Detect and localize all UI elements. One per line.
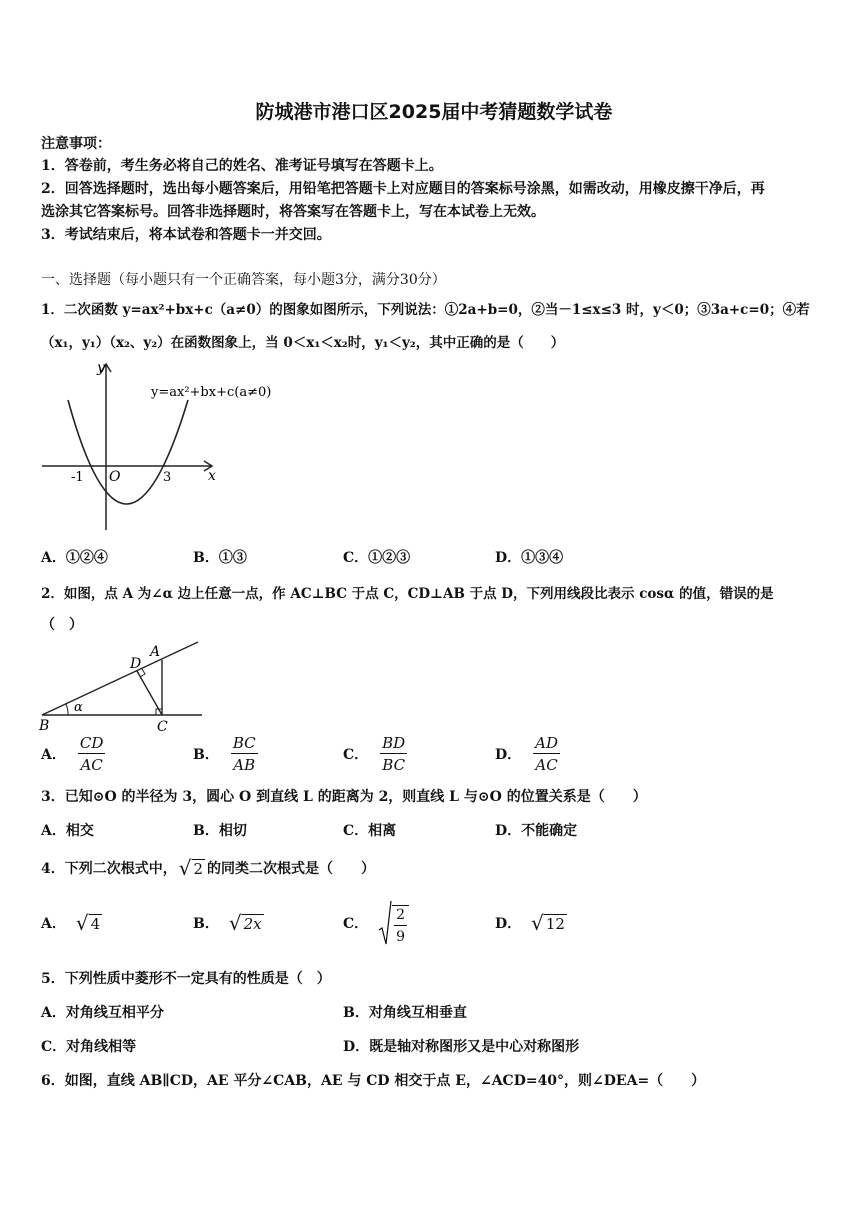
radicand-fraction — [392, 905, 409, 946]
q2-stem-line2: （ ） — [41, 617, 83, 633]
option-text: 对角线互相垂直 — [368, 1005, 467, 1021]
q4-option-b — [193, 912, 264, 933]
denominator: AC — [535, 756, 558, 774]
q1-option-d — [495, 547, 563, 567]
option-text: 对角线互相平分 — [65, 1005, 164, 1021]
q2-option-c — [343, 734, 407, 774]
radicand: 4 — [90, 915, 101, 933]
denominator: BC — [382, 756, 406, 774]
option-label: B． — [193, 915, 219, 932]
q1-stem-line2: （x₁，y₁）（x₂、y₂）在函数图象上，当 0＜x₁＜x₂时，y₁＜y₂，其中正确的是（ ） — [41, 335, 565, 351]
fraction — [78, 734, 106, 774]
q3-option-c — [343, 820, 396, 840]
option-label: B． — [193, 747, 219, 763]
q4-stem — [41, 857, 375, 878]
origin-label: O — [109, 469, 121, 485]
q4-option-c — [343, 900, 409, 946]
sqrt-expression: √ 4 — [75, 911, 101, 935]
y-axis-label: y — [97, 360, 105, 376]
segment-cd — [137, 671, 162, 715]
tick-label-neg1: -1 — [71, 470, 84, 485]
q1-parabola-figure — [40, 358, 280, 536]
option-label: D． — [495, 915, 522, 932]
q4-option-a — [41, 912, 102, 933]
option-label: C． — [343, 747, 369, 763]
parabola-curve — [68, 400, 188, 504]
option-label: D． — [495, 550, 522, 566]
radicand: 12 — [545, 915, 565, 933]
sqrt-expression: √ 12 — [531, 911, 565, 935]
radicand: 2 — [193, 860, 204, 878]
q4-sqrt: √ 2 — [178, 856, 204, 880]
q2-option-a — [41, 734, 105, 774]
option-label: A． — [41, 823, 66, 839]
q4-option-d — [495, 912, 567, 933]
option-label: C． — [41, 1039, 67, 1055]
option-label: B． — [193, 823, 219, 839]
notice-item-1: 1．答卷前，考生务必将自己的姓名、准考证号填写在答题卡上。 — [41, 158, 443, 174]
q1-stem-line1: 1．二次函数 y=ax²+bx+c（a≠0）的图象如图所示，下列说法：①2a+b=0，②当－1≤x≤3 时，y＜0；③3a+c=0；④若 — [41, 302, 810, 318]
q5-option-c — [41, 1036, 136, 1056]
ray-ba — [42, 642, 198, 715]
option-text: ①②③ — [368, 550, 411, 566]
denominator: AB — [233, 756, 256, 774]
q5-option-a — [41, 1002, 164, 1022]
option-label: B． — [193, 550, 219, 566]
q3-option-a — [41, 820, 94, 840]
numerator: CD — [79, 734, 104, 752]
numerator: 2 — [394, 906, 407, 926]
radicand: 2x — [243, 915, 262, 933]
alpha-label: α — [74, 700, 83, 715]
x-axis-label: x — [208, 468, 216, 484]
q5-option-d — [343, 1036, 579, 1056]
option-label: C． — [343, 916, 369, 932]
radical-sign — [378, 900, 392, 946]
notice-item-2-cont: 选涂其它答案标号。回答非选择题时，将答案写在答题卡上，写在本试卷上无效。 — [41, 204, 545, 220]
notice-item-2: 2．回答选择题时，选出每小题答案后，用铅笔把答题卡上对应题目的答案标号涂黑，如需改动，用橡皮擦干净后，再 — [41, 181, 765, 197]
q5-stem: 5．下列性质中菱形不一定具有的性质是（ ） — [41, 971, 331, 987]
point-c-label: C — [157, 719, 168, 735]
point-a-label: A — [150, 644, 161, 660]
q1-option-a — [41, 547, 108, 567]
option-text: 不能确定 — [521, 823, 578, 839]
option-label: C． — [343, 823, 369, 839]
option-text: 相离 — [368, 823, 397, 839]
option-label: A． — [41, 1005, 66, 1021]
q3-option-d — [495, 820, 577, 840]
option-label: B． — [343, 1005, 369, 1021]
numerator: AD — [535, 734, 558, 752]
option-text: ①③④ — [521, 550, 564, 566]
option-label: D． — [495, 747, 522, 763]
angle-arc — [66, 704, 68, 715]
q1-option-b — [193, 547, 247, 567]
q3-option-b — [193, 820, 247, 840]
section-heading: 一、选择题（每小题只有一个正确答案，每小题3分，满分30分） — [41, 272, 446, 288]
q4-stem-post: 的同类二次根式是（ ） — [207, 861, 376, 877]
numerator: BC — [232, 734, 256, 752]
q5-option-b — [343, 1002, 467, 1022]
option-label: D． — [343, 1039, 370, 1055]
q4-stem-pre: 4．下列二次根式中， — [41, 861, 177, 877]
q1-option-c — [343, 547, 410, 567]
option-text: 对角线相等 — [66, 1039, 137, 1055]
point-d-label: D — [130, 656, 142, 672]
fraction — [380, 734, 407, 774]
option-text: ①②④ — [65, 550, 108, 566]
numerator: BD — [382, 734, 406, 752]
fraction — [533, 734, 560, 774]
tick-label-3: 3 — [163, 470, 172, 485]
sqrt-fraction — [378, 900, 409, 946]
option-text: 既是轴对称图形又是中心对称图形 — [369, 1039, 580, 1055]
q3-stem: 3．已知⊙O 的半径为 3，圆心 O 到直线 L 的距离为 2，则直线 L 与⊙O 的位置关系是（ ） — [41, 789, 647, 805]
fraction — [231, 734, 258, 774]
denominator: 9 — [396, 929, 406, 945]
q2-option-b — [193, 734, 258, 774]
notice-item-3: 3．考试结束后，将本试卷和答题卡一并交回。 — [41, 227, 331, 243]
option-label: D． — [495, 823, 522, 839]
q2-stem-line1: 2．如图，点 A 为∠α 边上任意一点，作 AC⊥BC 于点 C，CD⊥AB 于点 D，下列用线段比表示 cosα 的值，错误的是 — [41, 586, 774, 602]
parabola-equation-label: y=ax²+bx+c(a≠0) — [151, 385, 272, 400]
denominator: AC — [80, 756, 103, 774]
option-text: 相切 — [218, 823, 247, 839]
option-label: A． — [41, 915, 66, 932]
option-text: ①③ — [218, 550, 247, 566]
page-title: 防城港市港口区2025届中考猜题数学试卷 — [255, 101, 613, 123]
sqrt-expression: √ 2x — [228, 911, 262, 935]
option-label: A． — [41, 747, 66, 763]
option-label: C． — [343, 550, 369, 566]
q6-stem: 6．如图，直线 AB∥CD，AE 平分∠CAB，AE 与 CD 相交于点 E，∠ACD=40°，则∠DEA=（ ） — [41, 1073, 706, 1089]
option-label: A． — [41, 550, 66, 566]
q2-option-d — [495, 734, 560, 774]
notice-heading: 注意事项： — [41, 136, 111, 152]
q2-angle-figure — [38, 636, 213, 736]
option-text: 相交 — [65, 823, 94, 839]
point-b-label: B — [39, 718, 50, 734]
